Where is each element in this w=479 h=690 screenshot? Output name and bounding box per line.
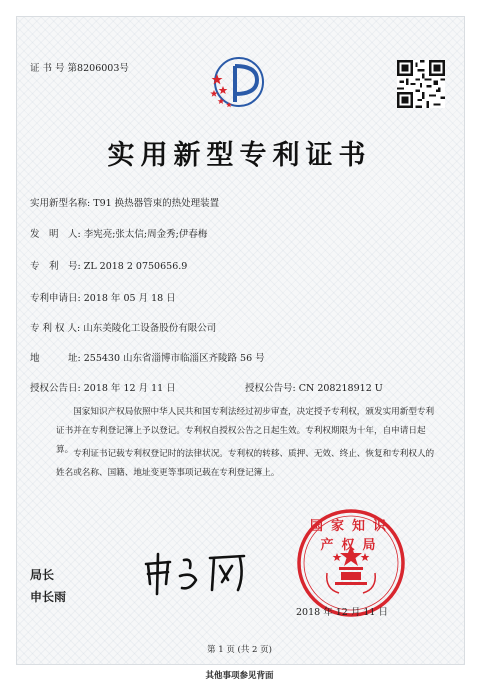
grant-number-value: CN 208218912 U: [298, 383, 383, 394]
footer-note: 其他事项参见背面: [205, 671, 274, 681]
cnipa-logo: [205, 52, 269, 116]
field-application-date: [30, 290, 176, 304]
field-value: 山东美陵化工设备股份有限公司: [83, 323, 217, 334]
field-patent-number: [30, 258, 187, 272]
grant-date-row: [30, 380, 176, 394]
director-title: 局长: [30, 568, 55, 582]
field-label: 专 利 权 人:: [30, 323, 81, 334]
field-value: 2018 年 05 月 18 日: [83, 293, 176, 304]
certificate-number: 证 书 号 第8206003号: [30, 63, 129, 74]
field-value: T91 换热器管束的热处理装置: [93, 198, 220, 209]
grant-date-value: 2018 年 12 月 11 日: [83, 383, 176, 394]
grant-date-label: 授权公告日:: [30, 383, 81, 394]
field-inventors: [30, 226, 207, 240]
seal-date: 2018 年 12 月 11 日: [296, 607, 388, 618]
field-utility-model-name: [30, 195, 219, 209]
director-signature: [140, 550, 250, 596]
seal-text: 国家知识产权局: [309, 519, 394, 553]
field-patentee: [30, 320, 216, 334]
field-value: ZL 2018 2 0750656.9: [83, 261, 188, 272]
field-value: 255430 山东省淄博市临淄区齐陵路 56 号: [83, 353, 265, 364]
field-label: 专 利 号:: [30, 261, 81, 272]
grant-number-label: 授权公告号:: [245, 383, 296, 394]
certificate-title: 实用新型专利证书: [107, 140, 372, 171]
grant-statement-paragraph: 国家知识产权局依照中华人民共和国专利法经过初步审查，决定授予专利权，颁发实用新型专利证书并在专利登记簿上予以登记。专利权自授权公告之日起生效。专利权期限为十年，自申请日起算。: [56, 407, 435, 455]
field-label: 发 明 人:: [30, 229, 81, 240]
grant-number-row: [245, 380, 383, 394]
field-address: [30, 350, 265, 364]
qr-code: [397, 60, 445, 108]
legal-status-paragraph: 专利证书记载专利权登记时的法律状况。专利权的转移、质押、无效、终止、恢复和专利权人的姓名或名称、国籍、地址变更等事项记载在专利登记簿上。: [56, 449, 435, 478]
page-number: 第 1 页 (共 2 页): [207, 645, 272, 655]
director-name: 申长雨: [30, 590, 67, 604]
field-label: 实用新型名称:: [30, 198, 91, 209]
field-label: 地 址:: [30, 353, 81, 364]
field-label: 专利申请日:: [30, 293, 81, 304]
field-value: 李宪亮;张太信;周金秀;伊春梅: [83, 229, 208, 240]
